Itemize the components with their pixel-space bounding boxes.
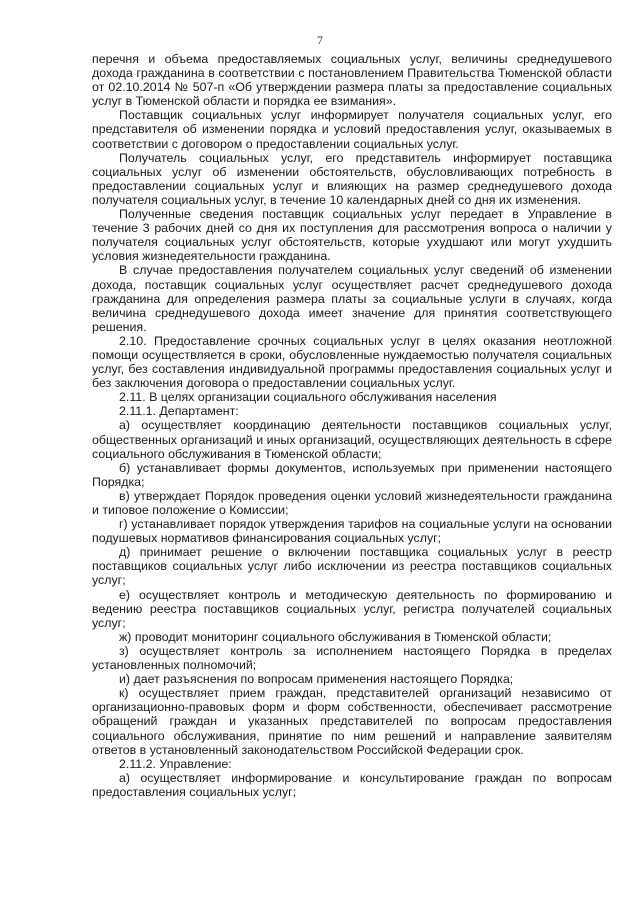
paragraph-16: з) осуществляет контроль за исполнением настоящего Порядка в пределах установленных полномочий; <box>92 643 612 673</box>
paragraph-1: перечня и объема предоставляемых социальных услуг, величины среднедушевого дохода гражданина в соответствии с постановлением Правительства Тюменской области от 02.10.2014 № 507-п «Об утверждении размера платы за предоставление социальных услуг в Тюменской области и порядка ее взимания». <box>92 52 612 109</box>
paragraph-3: Получатель социальных услуг, его представитель информирует поставщика социальных услуг об изменении обстоятельств, обусловливающих потребность в предоставлении социальных услуг и влияющих на размер среднедушевого дохода получателя социальных услуг, в течение 10 календарных дней со дня их изменения. <box>92 150 612 207</box>
paragraph-18: к) осуществляет прием граждан, представителей организаций независимо от организационно-правовых форм и форм собственности, обеспечивает рассмотрение обращений граждан и указанных представителей по вопросам предоставления социального обслуживания, принятие по ним решений и направление заявителям ответов в установленный законодательством Российской Федерации срок. <box>92 686 612 757</box>
paragraph-13: д) принимает решение о включении поставщика социальных услуг в реестр поставщиков социальных услуг либо исключении из реестра поставщиков социальных услуг; <box>92 545 612 588</box>
paragraph-9: а) осуществляет координацию деятельности поставщиков социальных услуг, общественных организаций и иных организаций, осуществляющих деятельность в сфере социального обслуживания в Тюменской области; <box>92 418 612 461</box>
document-body <box>92 52 612 799</box>
page-number: 7 <box>317 33 323 47</box>
paragraph-20: а) осуществляет информирование и консультирование граждан по вопросам предоставления социальных услуг; <box>92 770 612 799</box>
paragraph-2: Поставщик социальных услуг информирует получателя социальных услуг, его представителя об изменении порядка и условий предоставления услуг, оказываемых в соответствии с договором о предоставлении социальных услуг. <box>92 108 612 151</box>
paragraph-6: 2.10. Предоставление срочных социальных услуг в целях оказания неотложной помощи осуществляется в сроки, обусловленные нуждаемостью получателя социальных услуг, без составления индивидуальной программы предоставления социальных услуг и без заключения договора о предоставлении социальных услуг. <box>92 333 612 391</box>
paragraph-19: 2.11.2. Управление: <box>119 756 232 771</box>
paragraph-12: г) устанавливает порядок утверждения тарифов на социальные услуги на основании подушевых нормативов финансирования социальных услуг; <box>92 517 612 546</box>
paragraph-15: ж) проводит мониторинг социального обслуживания в Тюменской области; <box>119 629 552 644</box>
paragraph-11: в) утверждает Порядок проведения оценки условий жизнедеятельности гражданина и типовое положение о Комиссии; <box>92 488 612 517</box>
paragraph-14: е) осуществляет контроль и методическую деятельность по формированию и ведению реестра поставщиков социальных услуг, регистра получателей социальных услуг; <box>92 587 612 630</box>
paragraph-8: 2.11.1. Департамент: <box>119 404 239 419</box>
paragraph-7: 2.11. В целях организации социального обслуживания населения <box>119 390 497 405</box>
paragraph-4: Полученные сведения поставщик социальных услуг передает в Управление в течение 3 рабочих дней со дня их поступления для рассмотрения вопроса о наличии у получателя социальных услуг обстоятельств, которые ухудшают или могут ухудшить условия жизнедеятельности гражданина. <box>92 207 612 264</box>
paragraph-17: и) дает разъяснения по вопросам применения настоящего Порядка; <box>119 672 514 687</box>
paragraph-10: б) устанавливает формы документов, используемых при применении настоящего Порядка; <box>92 460 612 489</box>
paragraph-5: В случае предоставления получателем социальных услуг сведений об изменении дохода, поставщик социальных услуг осуществляет расчет среднедушевого дохода гражданина для определения размера платы за социальные услуги в случаях, когда величина среднедушевого дохода имеет значение для принятия соответствующего решения. <box>92 263 612 334</box>
